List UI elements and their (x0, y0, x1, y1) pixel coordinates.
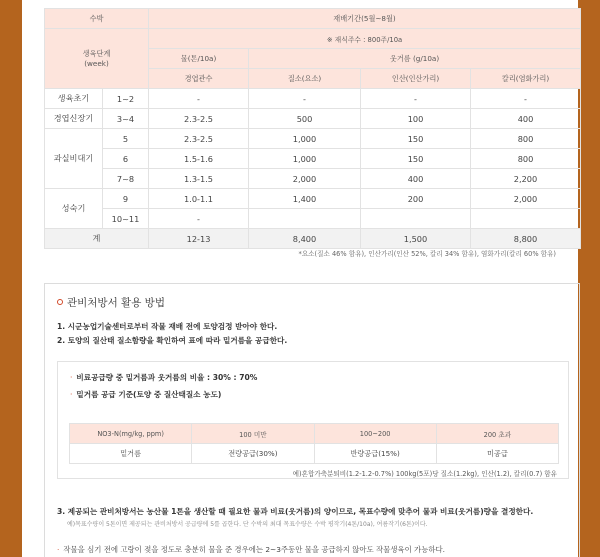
step-3-example: 예)목표수량이 5톤이면 제공되는 관비처방서 공급량에 5를 곱한다. 단 수박의 최대 목표수량은 수박 평작기(4톤/10a), 여름작기(6톤)이다. (67, 521, 428, 528)
water-cell: 2.3-2.5 (149, 129, 249, 149)
potash-cell: 2,200 (471, 169, 581, 189)
bullet-dot-icon: · (70, 390, 73, 399)
inner-cell: 전량공급(30%) (192, 444, 314, 464)
table-row (70, 444, 559, 464)
fertilizer-header: 웃거름 (g/10a) (249, 49, 581, 69)
section-title (57, 295, 165, 310)
bullet-standard-text: 밑거름 공급 기준(토양 중 질산태질소 농도) (76, 390, 222, 399)
page (22, 0, 578, 557)
inner-header-cell: 200 초과 (436, 424, 558, 444)
col-phosphate: 인산(인산가리) (361, 69, 471, 89)
stage-cell: 경엽신장기 (45, 109, 103, 129)
water-cell: 1.0-1.1 (149, 189, 249, 209)
bullet-dot-icon: · (57, 545, 60, 554)
potash-cell: 800 (471, 149, 581, 169)
nitrogen-cell: 500 (249, 109, 361, 129)
step-2: 2. 토양의 질산태 질소함량을 확인하여 표에 따라 밑거름을 공급한다. (57, 336, 288, 345)
week-cell: 1~2 (103, 89, 149, 109)
week-cell: 10~11 (103, 209, 149, 229)
phosphate-cell: 400 (361, 169, 471, 189)
potash-cell: 2,000 (471, 189, 581, 209)
phosphate-cell: 150 (361, 129, 471, 149)
period-header: 재배기간(5월~8월) (149, 9, 581, 29)
phosphate-cell (361, 209, 471, 229)
water-header: 물(톤/10a) (149, 49, 249, 69)
potash-cell: 800 (471, 129, 581, 149)
growth-stage-header (45, 29, 149, 89)
total-nitrogen: 8,400 (249, 229, 361, 249)
potash-cell: 400 (471, 109, 581, 129)
nitrogen-cell: 2,000 (249, 169, 361, 189)
phosphate-cell: 150 (361, 149, 471, 169)
inner-header-cell: NO3-N(mg/kg, ppm) (70, 424, 192, 444)
growth-stage-label: 생육단계 (82, 49, 111, 58)
inner-header-cell: 100 미만 (192, 424, 314, 444)
week-cell: 6 (103, 149, 149, 169)
week-cell: 7~8 (103, 169, 149, 189)
phosphate-cell: - (361, 89, 471, 109)
table-row (45, 209, 581, 229)
total-phosphate: 1,500 (361, 229, 471, 249)
bullet-standard (70, 389, 221, 400)
col-water: 경엽관수 (149, 69, 249, 89)
potash-cell (471, 209, 581, 229)
bullet-ratio (70, 372, 257, 383)
col-nitrogen: 질소(요소) (249, 69, 361, 89)
week-cell: 5 (103, 129, 149, 149)
nitrogen-cell: 1,400 (249, 189, 361, 209)
usage-section (44, 283, 580, 557)
total-potash: 8,800 (471, 229, 581, 249)
table-row (45, 129, 581, 149)
water-cell: 1.5-1.6 (149, 149, 249, 169)
tail-note (57, 544, 445, 555)
nitrogen-cell: 1,000 (249, 149, 361, 169)
total-label: 계 (45, 229, 149, 249)
circle-bullet-icon (57, 299, 63, 305)
base-fertilizer-box (57, 361, 569, 479)
inner-cell: 밑거름 (70, 444, 192, 464)
table-row (45, 189, 581, 209)
planting-note: ※ 재식주수 : 800주/10a (149, 29, 581, 49)
week-cell: 3~4 (103, 109, 149, 129)
inner-note: 예)혼합가축분퇴비(1.2-1.2-0.7%) 100kg(5포)당 질소(1.2kg), 인산(1.2), 칼리(0.7) 함유 (292, 470, 557, 478)
total-water: 12-13 (149, 229, 249, 249)
water-cell: 1.3-1.5 (149, 169, 249, 189)
table-footnote: *요소(질소 46% 함유), 인산가리(인산 52%, 칼리 34% 함유), 염화가리(칼리 60% 함유) (298, 250, 556, 258)
nitrogen-cell (249, 209, 361, 229)
crop-header: 수박 (45, 9, 149, 29)
stage-cell: 과실비대기 (45, 129, 103, 189)
section-title-text: 관비처방서 활용 방법 (67, 297, 165, 309)
fertigation-table (44, 8, 581, 249)
stage-cell: 생육초기 (45, 89, 103, 109)
water-cell: - (149, 209, 249, 229)
stage-cell: 성숙기 (45, 189, 103, 229)
step-3: 3. 제공되는 관비처방서는 농산물 1톤을 생산할 때 필요한 물과 비료(웃거름)의 양이므로, 목표수량에 맞추어 물과 비료(웃거름)량을 결정한다. (57, 507, 534, 516)
bullet-ratio-text: 비료공급량 중 밑거름과 웃거름의 비율 : 30% : 70% (76, 373, 258, 382)
tail-note-text: 작물을 심기 전에 고랑이 젖을 정도로 충분히 물을 준 경우에는 2~3주동안 물을 공급하지 않아도 작물생육이 가능하다. (63, 545, 445, 554)
water-cell: 2.3-2.5 (149, 109, 249, 129)
table-row (45, 109, 581, 129)
nitrogen-cell: - (249, 89, 361, 109)
total-row (45, 229, 581, 249)
inner-cell: 미공급 (436, 444, 558, 464)
table-row (45, 149, 581, 169)
phosphate-cell: 200 (361, 189, 471, 209)
col-potash: 칼리(염화가리) (471, 69, 581, 89)
week-cell: 9 (103, 189, 149, 209)
table-row (45, 169, 581, 189)
week-label: (week) (84, 59, 109, 68)
step-1: 1. 시군농업기술센터로부터 작물 재배 전에 토양검정 받아야 한다. (57, 322, 278, 331)
phosphate-cell: 100 (361, 109, 471, 129)
potash-cell: - (471, 89, 581, 109)
bullet-dot-icon: · (70, 373, 73, 382)
inner-header-cell: 100~200 (314, 424, 436, 444)
inner-cell: 반량공급(15%) (314, 444, 436, 464)
base-fertilizer-table (69, 423, 559, 464)
table-row (45, 89, 581, 109)
water-cell: - (149, 89, 249, 109)
nitrogen-cell: 1,000 (249, 129, 361, 149)
